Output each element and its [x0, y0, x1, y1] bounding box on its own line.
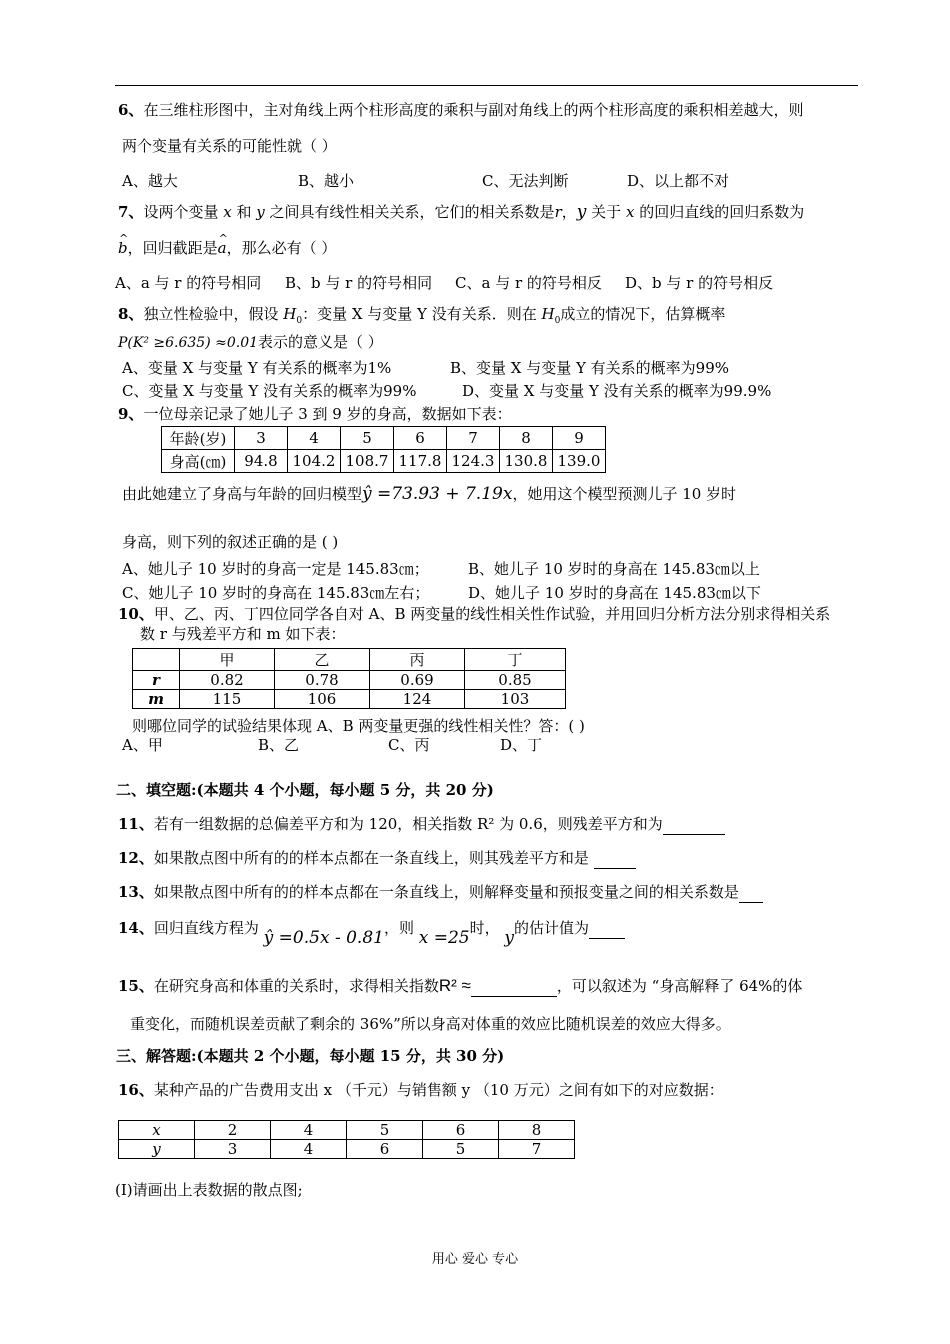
q10-option-a[interactable]: A、甲: [122, 736, 163, 754]
q9-age-cell: 9: [553, 427, 606, 450]
q10-header-cell: 乙: [275, 649, 370, 671]
q14-text2: ，则: [383, 919, 414, 937]
q10-option-d[interactable]: D、丁: [500, 736, 543, 754]
q10-header-cell: 甲: [180, 649, 275, 671]
q10-r-cell: 0.82: [180, 671, 275, 690]
q16-x-cell: 4: [271, 1121, 347, 1140]
q9-age-cell: 3: [235, 427, 288, 450]
q10-r-cell: 0.78: [275, 671, 370, 690]
q14-var-y: y: [504, 928, 515, 948]
q9-age-cell: 8: [500, 427, 553, 450]
q6-line2: [122, 136, 337, 156]
q7-var-r: r: [554, 203, 562, 221]
q8-text1a: 独立性检验中，假设: [143, 305, 279, 323]
q7-var-x: x: [223, 203, 232, 221]
top-rule: [115, 85, 858, 86]
q16-x-cell: 6: [423, 1121, 499, 1140]
q9-option-d[interactable]: D、她儿子 10 岁时的身高在 145.83㎝以下: [468, 584, 761, 602]
q9-line3: [122, 532, 338, 552]
q9-option-b[interactable]: B、她儿子 10 岁时的身高在 145.83㎝以上: [468, 560, 760, 578]
q10-m-cell: 115: [180, 690, 275, 709]
q6-line1: [118, 100, 803, 120]
q8-text1b: ：变量 X 与变量 Y 没有关系．则在: [302, 305, 537, 323]
q9-height-cell: 124.3: [447, 450, 500, 473]
q9-age-cell: 4: [288, 427, 341, 450]
q9-height-cell: 104.2: [288, 450, 341, 473]
q8-h0-2: H: [541, 305, 555, 323]
q10-table: [132, 648, 566, 709]
q9-text2b: ，她用这个模型预测儿子 10 岁时: [512, 485, 737, 503]
q8-option-b[interactable]: B、变量 X 与变量 Y 有关系的概率为99%: [450, 359, 730, 377]
q7-var-y2: y: [576, 202, 587, 222]
q9-text3: 身高，则下列的叙述正确的是 ( ): [122, 533, 339, 551]
q14-condition: x =25: [418, 928, 470, 948]
q14-line: [118, 918, 625, 948]
q7-option-d[interactable]: D、b 与 r 的符号相反: [625, 274, 774, 292]
q14-equation: ŷ =0.5x - 0.81: [263, 928, 384, 948]
q14-text3: 时，: [469, 919, 500, 937]
q13-number: 13、: [118, 883, 154, 901]
q15-text1a: 在研究身高和体重的关系时，求得相关指数: [153, 977, 439, 995]
q11-line: [118, 814, 725, 835]
q15-number: 15、: [118, 977, 154, 995]
q15-text2: 重变化，而随机误差贡献了剩余的 36%”所以身高对体重的效应比随机误差的效应大得多。: [130, 1015, 731, 1033]
q9-option-c[interactable]: C、她儿子 10 岁时的身高在 145.83㎝左右；: [122, 584, 430, 602]
q14-answer-blank[interactable]: [589, 918, 625, 939]
q16-y-cell: 7: [499, 1140, 575, 1159]
q9-height-cell: 117.8: [394, 450, 447, 473]
q8-option-a[interactable]: A、变量 X 与变量 Y 有关系的概率为1%: [122, 359, 392, 377]
q16-x-cell: 5: [347, 1121, 423, 1140]
q7-var-x2: x: [625, 203, 635, 221]
q9-height-label: 身高(㎝): [162, 450, 235, 473]
q10-r-label: r: [133, 671, 180, 690]
q9-text2a: 由此她建立了身高与年龄的回归模型: [122, 485, 363, 503]
q7-var-y: y: [256, 203, 265, 221]
q9-age-label: 年龄(岁): [162, 427, 235, 450]
q15-answer-blank[interactable]: [471, 976, 557, 997]
q10-m-cell: 103: [465, 690, 566, 709]
table-row: [162, 450, 606, 473]
q6-text2: 两个变量有关系的可能性就（ ）: [122, 137, 337, 155]
q7-sep: ，: [561, 203, 577, 221]
q7-text1d: 关于: [591, 203, 622, 221]
q9-option-a[interactable]: A、她儿子 10 岁时的身高一定是 145.83㎝；: [122, 560, 429, 578]
q13-line: [118, 882, 763, 903]
q9-number: 9、: [118, 405, 144, 423]
q7-line1: [118, 202, 804, 222]
q16-number: 16、: [118, 1081, 154, 1099]
table-row: [133, 671, 566, 690]
q10-text1: 甲、乙、丙、丁四位同学各自对 A、B 两变量的线性相关性作试验，并用回归分析方法分别求得相关系: [153, 605, 831, 623]
q9-line2: [122, 484, 736, 504]
q8-option-d[interactable]: D、变量 X 与变量 Y 没有关系的概率为99.9%: [462, 382, 772, 400]
q10-line1: [118, 604, 830, 624]
q6-number: 6、: [118, 101, 144, 119]
q6-option-b[interactable]: B、越小: [298, 172, 355, 190]
q9-table: [161, 426, 606, 473]
q8-h0-sub: 0: [296, 316, 303, 326]
q12-answer-blank[interactable]: [594, 848, 636, 869]
q11-number: 11、: [118, 815, 154, 833]
q7-text1e: 的回归直线的回归系数为: [639, 203, 805, 221]
q8-h0: H: [283, 305, 297, 323]
q9-age-cell: 6: [394, 427, 447, 450]
table-row: [162, 427, 606, 450]
q14-text1: 回归直线方程为: [153, 919, 259, 937]
q14-number: 14、: [118, 919, 154, 937]
q10-number: 10、: [118, 605, 154, 623]
q6-option-d[interactable]: D、以上都不对: [627, 172, 730, 190]
q7-option-b[interactable]: B、b 与 r 的符号相同: [285, 274, 433, 292]
q10-header-cell: 丙: [370, 649, 465, 671]
table-row: [119, 1140, 575, 1159]
table-row: [133, 690, 566, 709]
q8-line1: [118, 304, 725, 331]
q7-line2: [118, 238, 336, 258]
q10-m-label: m: [133, 690, 180, 709]
q16-line1: [118, 1080, 724, 1100]
q10-r-cell: 0.85: [465, 671, 566, 690]
q8-h0-sub-2: 0: [554, 316, 561, 326]
q12-number: 12、: [118, 849, 154, 867]
q16-y-cell: 3: [195, 1140, 271, 1159]
q8-text2: 表示的意义是（ ）: [258, 333, 383, 351]
q12-line: [118, 848, 636, 869]
q6-text1: 在三维柱形图中，主对角线上两个柱形高度的乘积与副对角线上的两个柱形高度的乘积相差越大，则: [143, 101, 804, 119]
q10-text3: 则哪位同学的试验结果体现 A、B 两变量更强的线性相关性？答：( ): [132, 717, 585, 735]
q16-x-cell: 2: [195, 1121, 271, 1140]
q10-m-cell: 124: [370, 690, 465, 709]
q16-y-cell: 6: [347, 1140, 423, 1159]
q16-y-cell: 5: [423, 1140, 499, 1159]
q9-line1: [118, 404, 512, 424]
q8-option-c[interactable]: C、变量 X 与变量 Y 没有关系的概率为99%: [122, 382, 417, 400]
q9-height-cell: 139.0: [553, 450, 606, 473]
page-footer: 用心 爱心 专心: [431, 1252, 519, 1267]
q9-height-cell: 94.8: [235, 450, 288, 473]
q8-line2: [118, 332, 383, 353]
q8-number: 8、: [118, 305, 144, 323]
q10-line3: [132, 716, 585, 736]
q16-y-cell: 4: [271, 1140, 347, 1159]
q9-text1: 一位母亲记录了她儿子 3 到 9 岁的身高，数据如下表：: [143, 405, 512, 423]
q10-r-cell: 0.69: [370, 671, 465, 690]
q9-age-cell: 7: [447, 427, 500, 450]
q16-table: [118, 1120, 575, 1159]
q13-text: 如果散点图中所有的的样本点都在一条直线上，则解释变量和预报变量之间的相关系数是: [153, 883, 739, 901]
q8-text1c: 成立的情况下，估算概率: [560, 305, 726, 323]
q10-option-c[interactable]: C、丙: [388, 736, 430, 754]
q10-option-b[interactable]: B、乙: [258, 736, 300, 754]
q16-text1: 某种产品的广告费用支出 x （千元）与销售额 y （10 万元）之间有如下的对应数据：: [153, 1081, 724, 1099]
q9-model: ŷ =73.93 + 7.19x: [362, 484, 513, 504]
q7-a-hat: ^ a: [218, 238, 227, 258]
q10-m-cell: 106: [275, 690, 370, 709]
q16-x-cell: 8: [499, 1121, 575, 1140]
q13-answer-blank[interactable]: [739, 882, 763, 903]
q15-line1: [118, 976, 802, 997]
q10-line2: [140, 624, 345, 644]
q15-r2: R² ≈: [438, 976, 471, 995]
q10-corner-cell: [133, 649, 180, 671]
q6-option-c[interactable]: C、无法判断: [482, 172, 569, 190]
q10-text2: 数 r 与残差平方和 m 如下表：: [140, 625, 346, 643]
q7-text1b: 和: [236, 203, 252, 221]
q7-option-a[interactable]: A、a 与 r 的符号相同: [115, 274, 262, 292]
q9-height-cell: 108.7: [341, 450, 394, 473]
q7-text2a: ，回归截距是: [127, 239, 218, 257]
table-row: [119, 1121, 575, 1140]
q7-text2b: ，那么必有（ ）: [226, 239, 337, 257]
q15-text1b: ，可以叙述为 “身高解释了 64%的体: [556, 977, 803, 995]
q11-text: 若有一组数据的总偏差平方和为 120，相关指数 R² 为 0.6，则残差平方和为: [153, 815, 663, 833]
q15-line2: [130, 1014, 731, 1034]
q6-option-a[interactable]: A、越大: [122, 172, 178, 190]
q16-y-label: y: [119, 1140, 195, 1159]
section3-title: 三、解答题:(本题共 2 个小题，每小题 15 分，共 30 分): [116, 1047, 505, 1065]
q16-part1: (Ⅰ)请画出上表数据的散点图;: [115, 1181, 303, 1199]
q8-formula: P(K² ≥6.635) ≈0.01: [118, 335, 259, 351]
q10-header-cell: 丁: [465, 649, 566, 671]
q9-age-cell: 5: [341, 427, 394, 450]
table-row: [133, 649, 566, 671]
q7-number: 7、: [118, 203, 144, 221]
q7-option-c[interactable]: C、a 与 r 的符号相反: [455, 274, 602, 292]
q7-b-hat: ^ b: [118, 238, 128, 258]
q7-text1a: 设两个变量: [143, 203, 219, 221]
q12-text: 如果散点图中所有的的样本点都在一条直线上，则其残差平方和是: [153, 849, 589, 867]
q7-text1c: 之间具有线性相关关系，它们的相关系数是: [269, 203, 555, 221]
section2-title: 二、填空题:(本题共 4 个小题，每小题 5 分，共 20 分): [116, 781, 494, 799]
q9-height-cell: 130.8: [500, 450, 553, 473]
q14-text4: 的估计值为: [514, 919, 590, 937]
q11-answer-blank[interactable]: [663, 814, 725, 835]
q16-x-label: x: [119, 1121, 195, 1140]
